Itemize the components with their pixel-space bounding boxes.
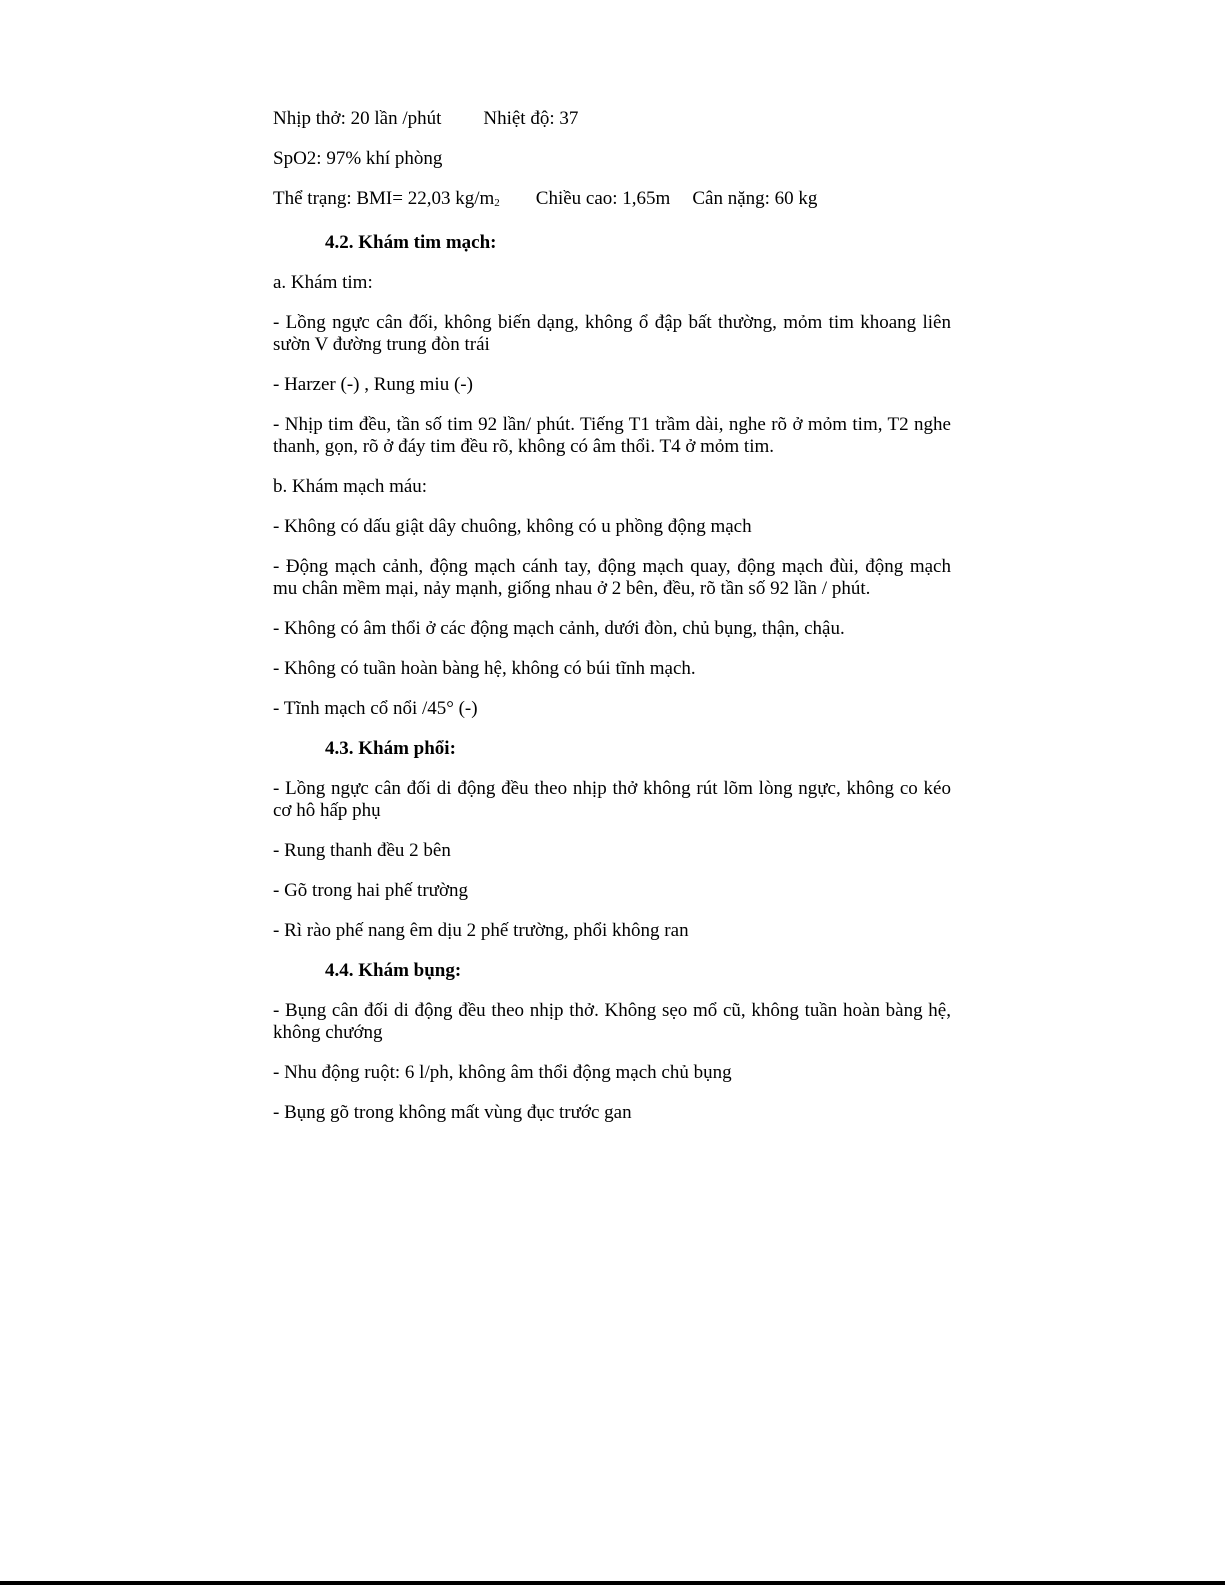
temperature-text: Nhiệt độ: 37 [483, 108, 579, 129]
lung-item: - Rì rào phế nang êm dịu 2 phế trường, phổi không ran [273, 920, 689, 941]
vessel-exam-title: b. Khám mạch máu: [273, 476, 428, 497]
heart-item: - Lồng ngực cân đối, không biến dạng, không ổ đập bất thường, mỏm tim khoang liên sườn V đường trung đòn trái [273, 312, 951, 355]
lung-item: - Rung thanh đều 2 bên [273, 840, 451, 861]
vessel-item: - Không có tuần hoàn bàng hệ, không có búi tĩnh mạch. [273, 658, 696, 679]
weight-text: Cân nặng: 60 kg [692, 188, 818, 209]
vitals-line-1 [273, 108, 951, 130]
vessel-item: - Không có dấu giật dây chuông, không có u phồng động mạch [273, 516, 752, 537]
cardio-heading: 4.2. Khám tim mạch: [325, 232, 497, 253]
bmi-text: Thể trạng: BMI= 22,03 kg/m [273, 188, 495, 209]
vessel-item: - Động mạch cảnh, động mạch cánh tay, động mạch quay, động mạch đùi, động mạch mu chân mềm mại, nảy mạnh, giống nhau ở 2 bên, đều, rõ tần số 92 lần / phút. [273, 556, 951, 599]
vitals-line-2 [273, 148, 951, 170]
abdomen-item: - Bụng cân đối di động đều theo nhịp thở. Không sẹo mổ cũ, không tuần hoàn bàng hệ, không chướng [273, 1000, 951, 1043]
abdomen-heading: 4.4. Khám bụng: [325, 960, 462, 981]
heart-item: - Harzer (-) , Rung miu (-) [273, 374, 473, 395]
lung-item: - Lồng ngực cân đối di động đều theo nhịp thở không rút lõm lòng ngực, không co kéo cơ hô hấp phụ [273, 778, 951, 821]
abdomen-item: - Nhu động ruột: 6 l/ph, không âm thổi động mạch chủ bụng [273, 1062, 732, 1083]
resp-rate-text: Nhịp thở: 20 lần /phút [273, 108, 442, 129]
spo2-text: SpO2: 97% khí phòng [273, 148, 443, 169]
heart-exam-title: a. Khám tim: [273, 272, 373, 293]
abdomen-item: - Bụng gõ trong không mất vùng đục trước gan [273, 1102, 632, 1123]
vessel-item: - Không có âm thổi ở các động mạch cảnh, dưới đòn, chủ bụng, thận, chậu. [273, 618, 845, 639]
height-text: Chiều cao: 1,65m [535, 188, 671, 209]
page-bottom-border [0, 1581, 1225, 1585]
bmi-unit-subscript: 2 [494, 197, 500, 209]
lung-item: - Gõ trong hai phế trường [273, 880, 469, 901]
heart-item: - Nhịp tim đều, tần số tim 92 lần/ phút. Tiếng T1 trầm dài, nghe rõ ở mỏm tim, T2 nghe thanh, gọn, rõ ở đáy tim đều rõ, không có âm thổi. T4 ở mỏm tim. [273, 414, 951, 457]
vitals-line-3 [273, 188, 951, 214]
vessel-item: - Tĩnh mạch cổ nổi /45° (-) [273, 698, 478, 719]
document-body [273, 108, 951, 1142]
lung-heading: 4.3. Khám phổi: [325, 738, 456, 759]
